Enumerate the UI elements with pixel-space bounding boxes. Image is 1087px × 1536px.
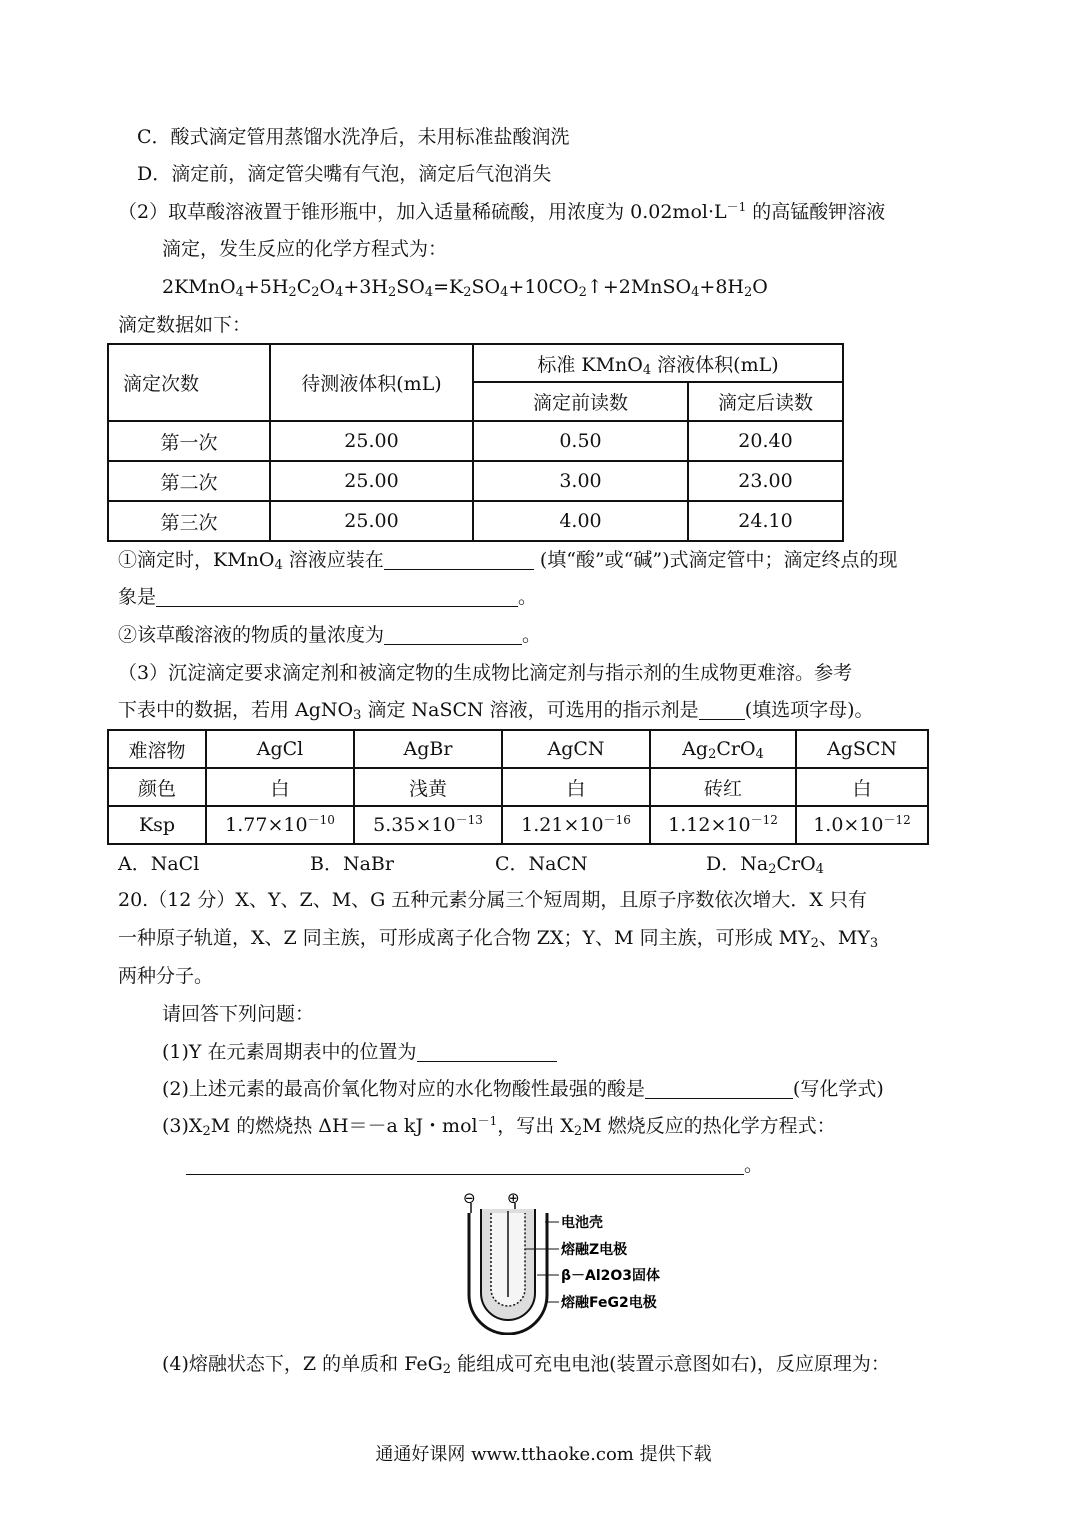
option-b: B．NaBr [310, 853, 394, 875]
row-volume: 25.00 [270, 461, 473, 501]
part2-line2: 滴定，发生反应的化学方程式为： [162, 238, 448, 260]
ksp-cell: $1.77\times 10^{-10}$ [206, 806, 354, 844]
answer-blank-4[interactable] [699, 699, 745, 720]
row-before: 4.00 [473, 501, 688, 541]
question-2: ②该草酸溶液的物质的量浓度为 。 [118, 624, 542, 646]
battery-diagram [455, 1185, 675, 1335]
header-cell: AgCl [206, 730, 354, 768]
color-cell: 砖红 [650, 768, 796, 806]
ksp-cell: $5.35\times 10^{-13}$ [354, 806, 502, 844]
color-cell: 白 [206, 768, 354, 806]
part3-line2: 下表中的数据，若用 AgNO$_3$ 滴定 NaSCN 溶液，可选用的指示剂是 (填选项字母)。 [118, 699, 874, 723]
data-intro: 滴定数据如下： [118, 314, 252, 336]
row-after: 23.00 [688, 461, 843, 501]
header-before: 滴定前读数 [473, 382, 688, 421]
titration-table [107, 343, 844, 542]
ksp-cell: $1.21\times 10^{-16}$ [502, 806, 650, 844]
q20-line2: 一种原子轨道，X、Z 同主族，可形成离子化合物 ZX；Y、M 同主族，可形成 $MY_2$、$MY_3$ [118, 927, 879, 951]
ksp-cell: $1.0\times 10^{-12}$ [796, 806, 928, 844]
footer: 通通好课网 www.tthaoke.com 提供下载 [375, 1444, 712, 1465]
label-shell: 电池壳 [561, 1215, 603, 1231]
label-solid: β－Al2O3固体 [561, 1268, 661, 1284]
q20-sub4: (4)熔融状态下，Z 的单质和 FeG$_2$ 能组成可充电电池(装置示意图如右)，反应原理为： [162, 1353, 890, 1377]
color-cell: 白 [502, 768, 650, 806]
q20-intro: 请回答下列问题： [162, 1003, 315, 1025]
row-label: 第二次 [108, 461, 270, 501]
color-cell: 浅黄 [354, 768, 502, 806]
header-cell: AgSCN [796, 730, 928, 768]
negative-terminal-icon: ⊖ [463, 1189, 476, 1207]
question-1-line1: ①滴定时，KMnO$_4$ 溶液应装在 (填“酸”或“碱”)式滴定管中；滴定终点的现 [118, 549, 898, 573]
q20-line3: 两种分子。 [118, 965, 214, 987]
ksp-label: Ksp [108, 806, 206, 844]
option-c: C．NaCN [495, 853, 588, 875]
row-after: 24.10 [688, 501, 843, 541]
answer-blank-1[interactable] [384, 549, 534, 570]
answer-blank-2[interactable] [156, 586, 518, 607]
table-row [108, 730, 928, 768]
header-cell: 难溶物 [108, 730, 206, 768]
row-before: 3.00 [473, 461, 688, 501]
chemical-equation: $2KMnO_4+5H_2C_2O_4+3H_2SO_4=K_2SO_4+10CO_2↑+2MnSO_4+8H_2O$ [162, 276, 768, 300]
row-before: 0.50 [473, 421, 688, 461]
header-after: 滴定后读数 [688, 382, 843, 421]
row-label: 第三次 [108, 501, 270, 541]
row-volume: 25.00 [270, 421, 473, 461]
q20-sub3-answer: 。 [186, 1153, 763, 1177]
q20-sub2: (2)上述元素的最高价氧化物对应的水化物酸性最强的酸是 (写化学式) [162, 1078, 884, 1100]
table-row [108, 461, 843, 501]
q20-sub1: (1)Y 在元素周期表中的位置为 [162, 1040, 557, 1064]
header-cell: $Ag_2CrO_4$ [650, 730, 796, 768]
q20-line1: 20.（12 分）X、Y、Z、M、G 五种元素分属三个短周期，且原子序数依次增大．X 只有 [118, 889, 867, 911]
answer-blank-7[interactable] [186, 1154, 744, 1175]
table-row [108, 421, 843, 461]
question-1-line2: 象是 。 [118, 586, 538, 608]
label-feg2-electrode: 熔融FeG2电极 [561, 1295, 657, 1311]
part3-line1: （3）沉淀滴定要求滴定剂和被滴定物的生成物比滴定剂与指示剂的生成物更难溶。参考 [118, 662, 853, 684]
row-label: 第一次 [108, 421, 270, 461]
table-row [108, 768, 928, 806]
color-label: 颜色 [108, 768, 206, 806]
row-volume: 25.00 [270, 501, 473, 541]
header-cell: AgBr [354, 730, 502, 768]
q20-sub3: $(3)X_2M$ 的燃烧热 ΔH＝－a kJ・mol$^{-1}$，写出 $X_2M$ 燃烧反应的热化学方程式： [162, 1114, 836, 1139]
row-after: 20.40 [688, 421, 843, 461]
table-row [108, 501, 843, 541]
option-a: A．NaCl [118, 853, 200, 875]
table-row [108, 806, 928, 844]
label-z-electrode: 熔融Z电极 [561, 1242, 628, 1258]
answer-blank-5[interactable] [417, 1041, 557, 1062]
positive-terminal-icon: ⊕ [507, 1189, 520, 1207]
header-std: 标准 KMnO$_4$ 溶液体积(mL) [473, 344, 843, 382]
header-cell: AgCN [502, 730, 650, 768]
option-c: C．酸式滴定管用蒸馏水洗净后，未用标准盐酸润洗 [137, 126, 570, 148]
part2-line1: （2）取草酸溶液置于锥形瓶中，加入适量稀硫酸，用浓度为 $0.02mol\cdot L^{-1}$ 的高锰酸钾溶液 [118, 200, 886, 223]
header-times: 滴定次数 [108, 344, 270, 421]
color-cell: 白 [796, 768, 928, 806]
header-volume: 待测液体积(mL) [270, 344, 473, 421]
solubility-table [107, 729, 929, 845]
answer-blank-3[interactable] [384, 624, 522, 645]
answer-blank-6[interactable] [645, 1078, 793, 1099]
ksp-cell: $1.12\times 10^{-12}$ [650, 806, 796, 844]
option-d: D．$Na_2CrO_4$ [706, 853, 824, 877]
option-d: D．滴定前，滴定管尖嘴有气泡，滴定后气泡消失 [137, 163, 552, 185]
